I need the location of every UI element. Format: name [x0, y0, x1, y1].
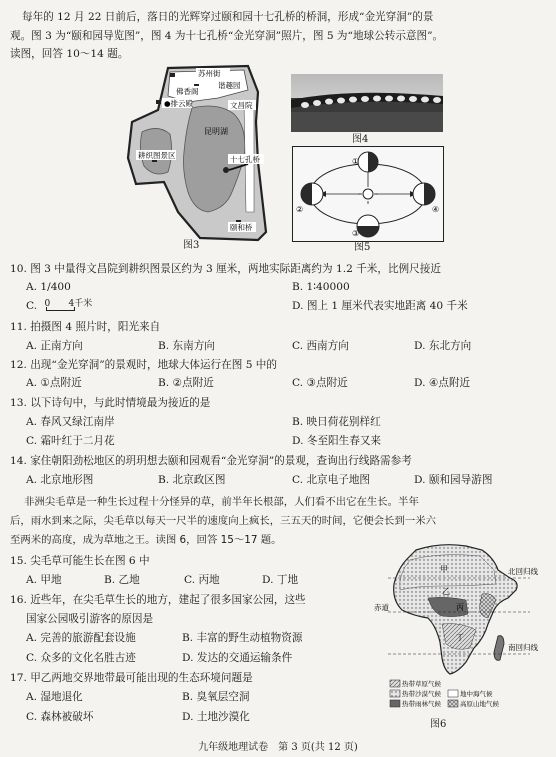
label-gengzhi-scene: 耕织图景区 — [138, 151, 176, 160]
label-seventeen-arch-bridge: 十七孔桥 — [230, 155, 260, 164]
q14-option-a[interactable]: A. 北京地形图 — [26, 474, 94, 486]
label-paiyun-hall: ●排云殿 — [164, 99, 194, 108]
label-xiequ-garden: 谐趣园 — [218, 81, 241, 90]
sun-icon — [363, 189, 373, 199]
q17-option-a[interactable]: A. 湿地退化 — [26, 691, 83, 703]
q15-option-b[interactable]: B. 乙地 — [104, 574, 140, 586]
legend-savanna: 热带草原气候 — [402, 680, 441, 688]
intro2-line-3: 至两米的高度，成为草地之王。读图 6，回答 15～17 题。 — [10, 534, 282, 546]
q12-stem: 12. 出现“金光穿洞”的景观时，地球大体运行在图 5 中的 — [10, 359, 277, 371]
label-yi: 乙 — [442, 587, 450, 596]
earth-left — [301, 183, 323, 205]
label-bing: 丙 — [456, 603, 464, 612]
q16-option-c[interactable]: C. 众多的文化名胜古迹 — [26, 652, 136, 664]
q15-option-c[interactable]: C. 丙地 — [184, 574, 220, 586]
point-2-label: ② — [296, 205, 304, 214]
q10-option-b[interactable]: B. 1∶40000 — [292, 281, 350, 293]
fig5-caption: 图5 — [354, 242, 371, 253]
q16-stem-1: 16. 近些年，在尖毛草生长的地方，建起了很多国家公园，这些 — [10, 594, 306, 606]
q15-option-d[interactable]: D. 丁地 — [262, 574, 299, 586]
label-equator: 赤道 — [374, 603, 389, 612]
q10-option-a[interactable]: A. 1/400 — [26, 281, 71, 293]
fig3-caption: 图3 — [183, 240, 200, 251]
summer-palace-map — [108, 62, 288, 252]
q16-option-a[interactable]: A. 完善的旅游配套设施 — [26, 632, 136, 644]
q13-stem: 13. 以下诗句中，与此时情境最为接近的是 — [10, 397, 211, 409]
q11-option-c[interactable]: C. 西南方向 — [292, 340, 349, 352]
q11-option-a[interactable]: A. 正南方向 — [26, 340, 83, 352]
q11-stem: 11. 拍摄图 4 照片时，阳光来自 — [10, 321, 161, 333]
q12-option-c[interactable]: C. ③点附近 — [292, 377, 348, 389]
earth-right — [413, 183, 435, 205]
fig4-caption: 图4 — [352, 134, 369, 145]
q14-option-d[interactable]: D. 颐和园导游图 — [414, 474, 493, 486]
scale-value: 4千米 — [68, 299, 93, 309]
q12-option-b[interactable]: B. ②点附近 — [158, 377, 214, 389]
intro2-line-2: 后，雨水到来之际，尖毛草以每天一尺半的速度向上疯长，三五天的时间，它便会长到一米六 — [10, 515, 437, 527]
legend-desert: 热带沙漠气候 — [402, 690, 441, 698]
scale-bar — [40, 299, 92, 313]
label-yecun-bridge: 颐和桥 — [230, 223, 253, 232]
intro-line-2: 观。图 3 为“颐和园导览图”，图 4 为十七孔桥“金光穿洞”照片，图 5 为“地球公转示意图”。 — [10, 30, 444, 42]
legend — [390, 679, 500, 708]
q15-option-a[interactable]: A. 甲地 — [26, 574, 62, 586]
point-4-label: ④ — [432, 205, 440, 214]
label-suzhou-street: 苏州街 — [198, 69, 221, 78]
q10-option-c[interactable] — [26, 299, 92, 313]
point-3-label: ③ — [352, 229, 360, 238]
island-marker — [223, 167, 229, 173]
q13-option-d[interactable]: D. 冬至阳生春又来 — [292, 435, 382, 447]
earth-top — [358, 152, 378, 172]
q12-option-a[interactable]: A. ①点附近 — [26, 377, 82, 389]
q11-option-d[interactable]: D. 东北方向 — [414, 340, 472, 352]
label-foxiang-pavilion: 佛香阁 — [176, 87, 199, 96]
q14-stem: 14. 家住朝阳劲松地区的玥玥想去颐和园观看“金光穿洞”的景观，查询出行线路需参考 — [10, 455, 412, 467]
q13-option-b[interactable]: B. 映日荷花别样红 — [292, 416, 381, 428]
q10-option-d[interactable]: D. 图上 1 厘米代表实地距离 40 千米 — [292, 300, 468, 312]
label-jia: 甲 — [440, 565, 448, 574]
q13-option-c[interactable]: C. 霜叶红于二月花 — [26, 435, 115, 447]
q10-stem: 10. 图 3 中量得文昌院到耕织图景区约为 3 厘米，两地实际距离约为 1.2 千米，比例尺接近 — [10, 263, 441, 275]
q11-option-b[interactable]: B. 东南方向 — [158, 340, 215, 352]
q10-option-c-prefix: C. — [26, 300, 38, 312]
point-1-label: ① — [352, 157, 360, 166]
legend-highland: 高原山地气候 — [460, 700, 499, 708]
earth-bottom — [357, 215, 379, 237]
label-ding: 丁 — [456, 633, 464, 642]
q16-stem-2: 国家公园吸引游客的原因是 — [26, 613, 154, 625]
label-tropic-south: 南回归线 — [508, 643, 538, 652]
label-wenchang-yard: 文昌院 — [230, 101, 253, 110]
q13-option-a[interactable]: A. 春风又绿江南岸 — [26, 416, 115, 428]
q17-option-d[interactable]: D. 土地沙漠化 — [182, 711, 250, 723]
q14-option-c[interactable]: C. 北京电子地图 — [292, 474, 371, 486]
legend-rainforest: 热带雨林气候 — [402, 700, 441, 708]
bridge-photo — [291, 74, 443, 132]
q17-stem: 17. 甲乙两地交界地带最可能出现的生态环境问题是 — [10, 672, 253, 684]
q16-option-d[interactable]: D. 发达的交通运输条件 — [182, 652, 293, 664]
intro2-line-1: 非洲尖毛草是一种生长过程十分怪异的草，前半年长根部，人们看不出它在生长。半年 — [24, 496, 419, 508]
intro-line-3: 读图，回答 10～14 题。 — [10, 48, 129, 60]
q16-option-b[interactable]: B. 丰富的野生动植物资源 — [182, 632, 303, 644]
intro-line-1: 每年的 12 月 22 日前后，落日的光辉穿过颐和园十七孔桥的桥洞，形成“金光穿洞”的景 — [22, 11, 434, 23]
scale-zero: 0 — [44, 299, 51, 309]
legend-mediterranean: 地中海气候 — [460, 690, 493, 698]
africa-climate-map — [370, 538, 550, 718]
q14-option-b[interactable]: B. 北京政区图 — [158, 474, 226, 486]
fig6-caption: 图6 — [430, 719, 447, 730]
label-kunming-lake: 昆明湖 — [204, 127, 228, 136]
label-tropic-north: 北回归线 — [508, 567, 538, 576]
q17-option-b[interactable]: B. 臭氧层空洞 — [182, 691, 250, 703]
earth-revolution-diagram — [292, 146, 444, 242]
q12-option-d[interactable]: D. ④点附近 — [414, 377, 471, 389]
q15-stem: 15. 尖毛草可能生长在图 6 中 — [10, 555, 150, 567]
q17-option-c[interactable]: C. 森林被破坏 — [26, 711, 94, 723]
page-footer: 九年级地理试卷 第 3 页(共 12 页) — [198, 742, 358, 753]
